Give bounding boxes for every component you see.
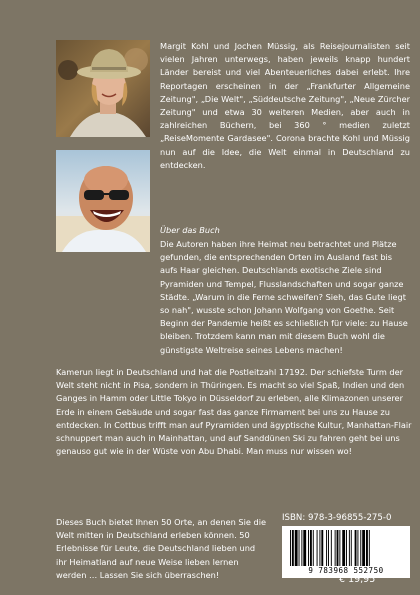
barcode-bar	[342, 530, 345, 566]
barcode-bar	[321, 530, 323, 566]
barcode-bar	[317, 530, 318, 566]
barcode-bars	[282, 528, 410, 570]
book-description-paragraph: Kamerun liegt in Deutschland und hat die Postleitzahl 17192. Der schiefste Turm der Welt steht nicht in Pisa, sondern in Thüringen. Es macht so viel Spaß, Indien und den Ganges in Hamm oder Little Tokyo in Düsseldorf zu erleben, alle Klimazonen unserer Erde in einem Gebäude und sogar fast das ganze Firmament bei uns zu Hause zu entdecken. In Cottbus trifft man auf Pyramiden und ägyptische Kultur, Manhattan-Flair schnuppert man auch in Mainhattan, und auf Sanddünen Ski zu fahren geht bei uns genauso gut wie in der Wüste von Abu Dhabi. Man muss nur wissen wo!	[56, 367, 412, 457]
barcode-bar	[349, 530, 350, 566]
author-photo-jochen-muessig	[56, 150, 150, 252]
barcode-bar	[292, 530, 294, 566]
barcode-bar	[303, 530, 306, 566]
barcode-bar	[319, 530, 320, 566]
barcode-bar	[308, 530, 309, 566]
barcode-bar	[360, 530, 361, 566]
barcode-bar	[357, 530, 358, 566]
isbn-label: ISBN: 978-3-96855-275-0	[282, 513, 392, 523]
barcode-bar	[351, 530, 352, 566]
barcode-bar	[339, 530, 340, 566]
book-summary-paragraph: Dieses Buch bietet Ihnen 50 Orte, an denen Sie die Welt mitten in Deutschland erleben können. 50 Erlebnisse für Leute, die Deutschland lieben und ihr Heimatland auf neue Weise lieben lernen werden … Lassen Sie sich überraschen!	[56, 517, 267, 580]
barcode-bar	[369, 530, 370, 566]
barcode-bar	[366, 530, 368, 566]
barcode-bar	[355, 530, 357, 566]
about-book-text: Die Autoren haben ihre Heimat neu betrachtet und Plätze gefunden, die entsprechenden Orten im Ausland fast bis aufs Haar gleichen. Deutschlands exotische Ziele sind Pyramiden und Tempel, Flusslandschaften und sogar ganze Städte. „Warum in die Ferne schweifen? Sieh, das Gute liegt so nah", wusste schon Johann Wolfgang von Goethe. Seit Beginn der Pandemie heißt es schließlich für viele: zu Hause bleiben. Trotzdem kann man mit diesem Buch wohl die günstigste Weltreise seines Lebens machen!	[160, 239, 408, 355]
barcode-bar	[328, 530, 329, 566]
barcode-bar	[301, 530, 302, 566]
author-biography: Margit Kohl und Jochen Müssig, als Reisejournalisten seit vielen Jahren unterwegs, haben jeweils knapp hundert Länder bereist und viel Abenteuerliches dabei erlebt. Ihre Reportagen erscheinen in der „Frankfurter Allgemeine Zeitung", „Die Welt", „Süddeutsche Zeitung", „Neue Zürcher Zeitung" und etwa 30 weiteren Medien, aber auch in zahlreichen Büchern, bei 360 ° medien zuletzt „ReiseMomente Gardasee". Corona brachte Kohl und Müssig nun auf die Idee, die Welt einmal in Deutschland zu entdecken.	[160, 41, 410, 170]
barcode-bar	[299, 530, 300, 566]
barcode-bar	[326, 530, 327, 566]
barcode-bar	[310, 530, 312, 566]
isbn-barcode	[282, 526, 410, 578]
price-label: € 19,95	[339, 574, 376, 585]
barcode-bar	[331, 530, 332, 566]
barcode-bar	[335, 530, 336, 566]
author-photo-margit-kohl	[56, 40, 150, 137]
barcode-digits: 9 783968 552750	[308, 566, 384, 575]
barcode-bar	[346, 530, 347, 566]
about-book-heading: Über das Buch	[160, 225, 220, 235]
barcode-bar	[290, 530, 291, 566]
barcode-bar	[362, 530, 365, 566]
barcode-bar	[313, 530, 314, 566]
barcode-bar	[295, 530, 298, 566]
barcode-bar	[337, 530, 339, 566]
